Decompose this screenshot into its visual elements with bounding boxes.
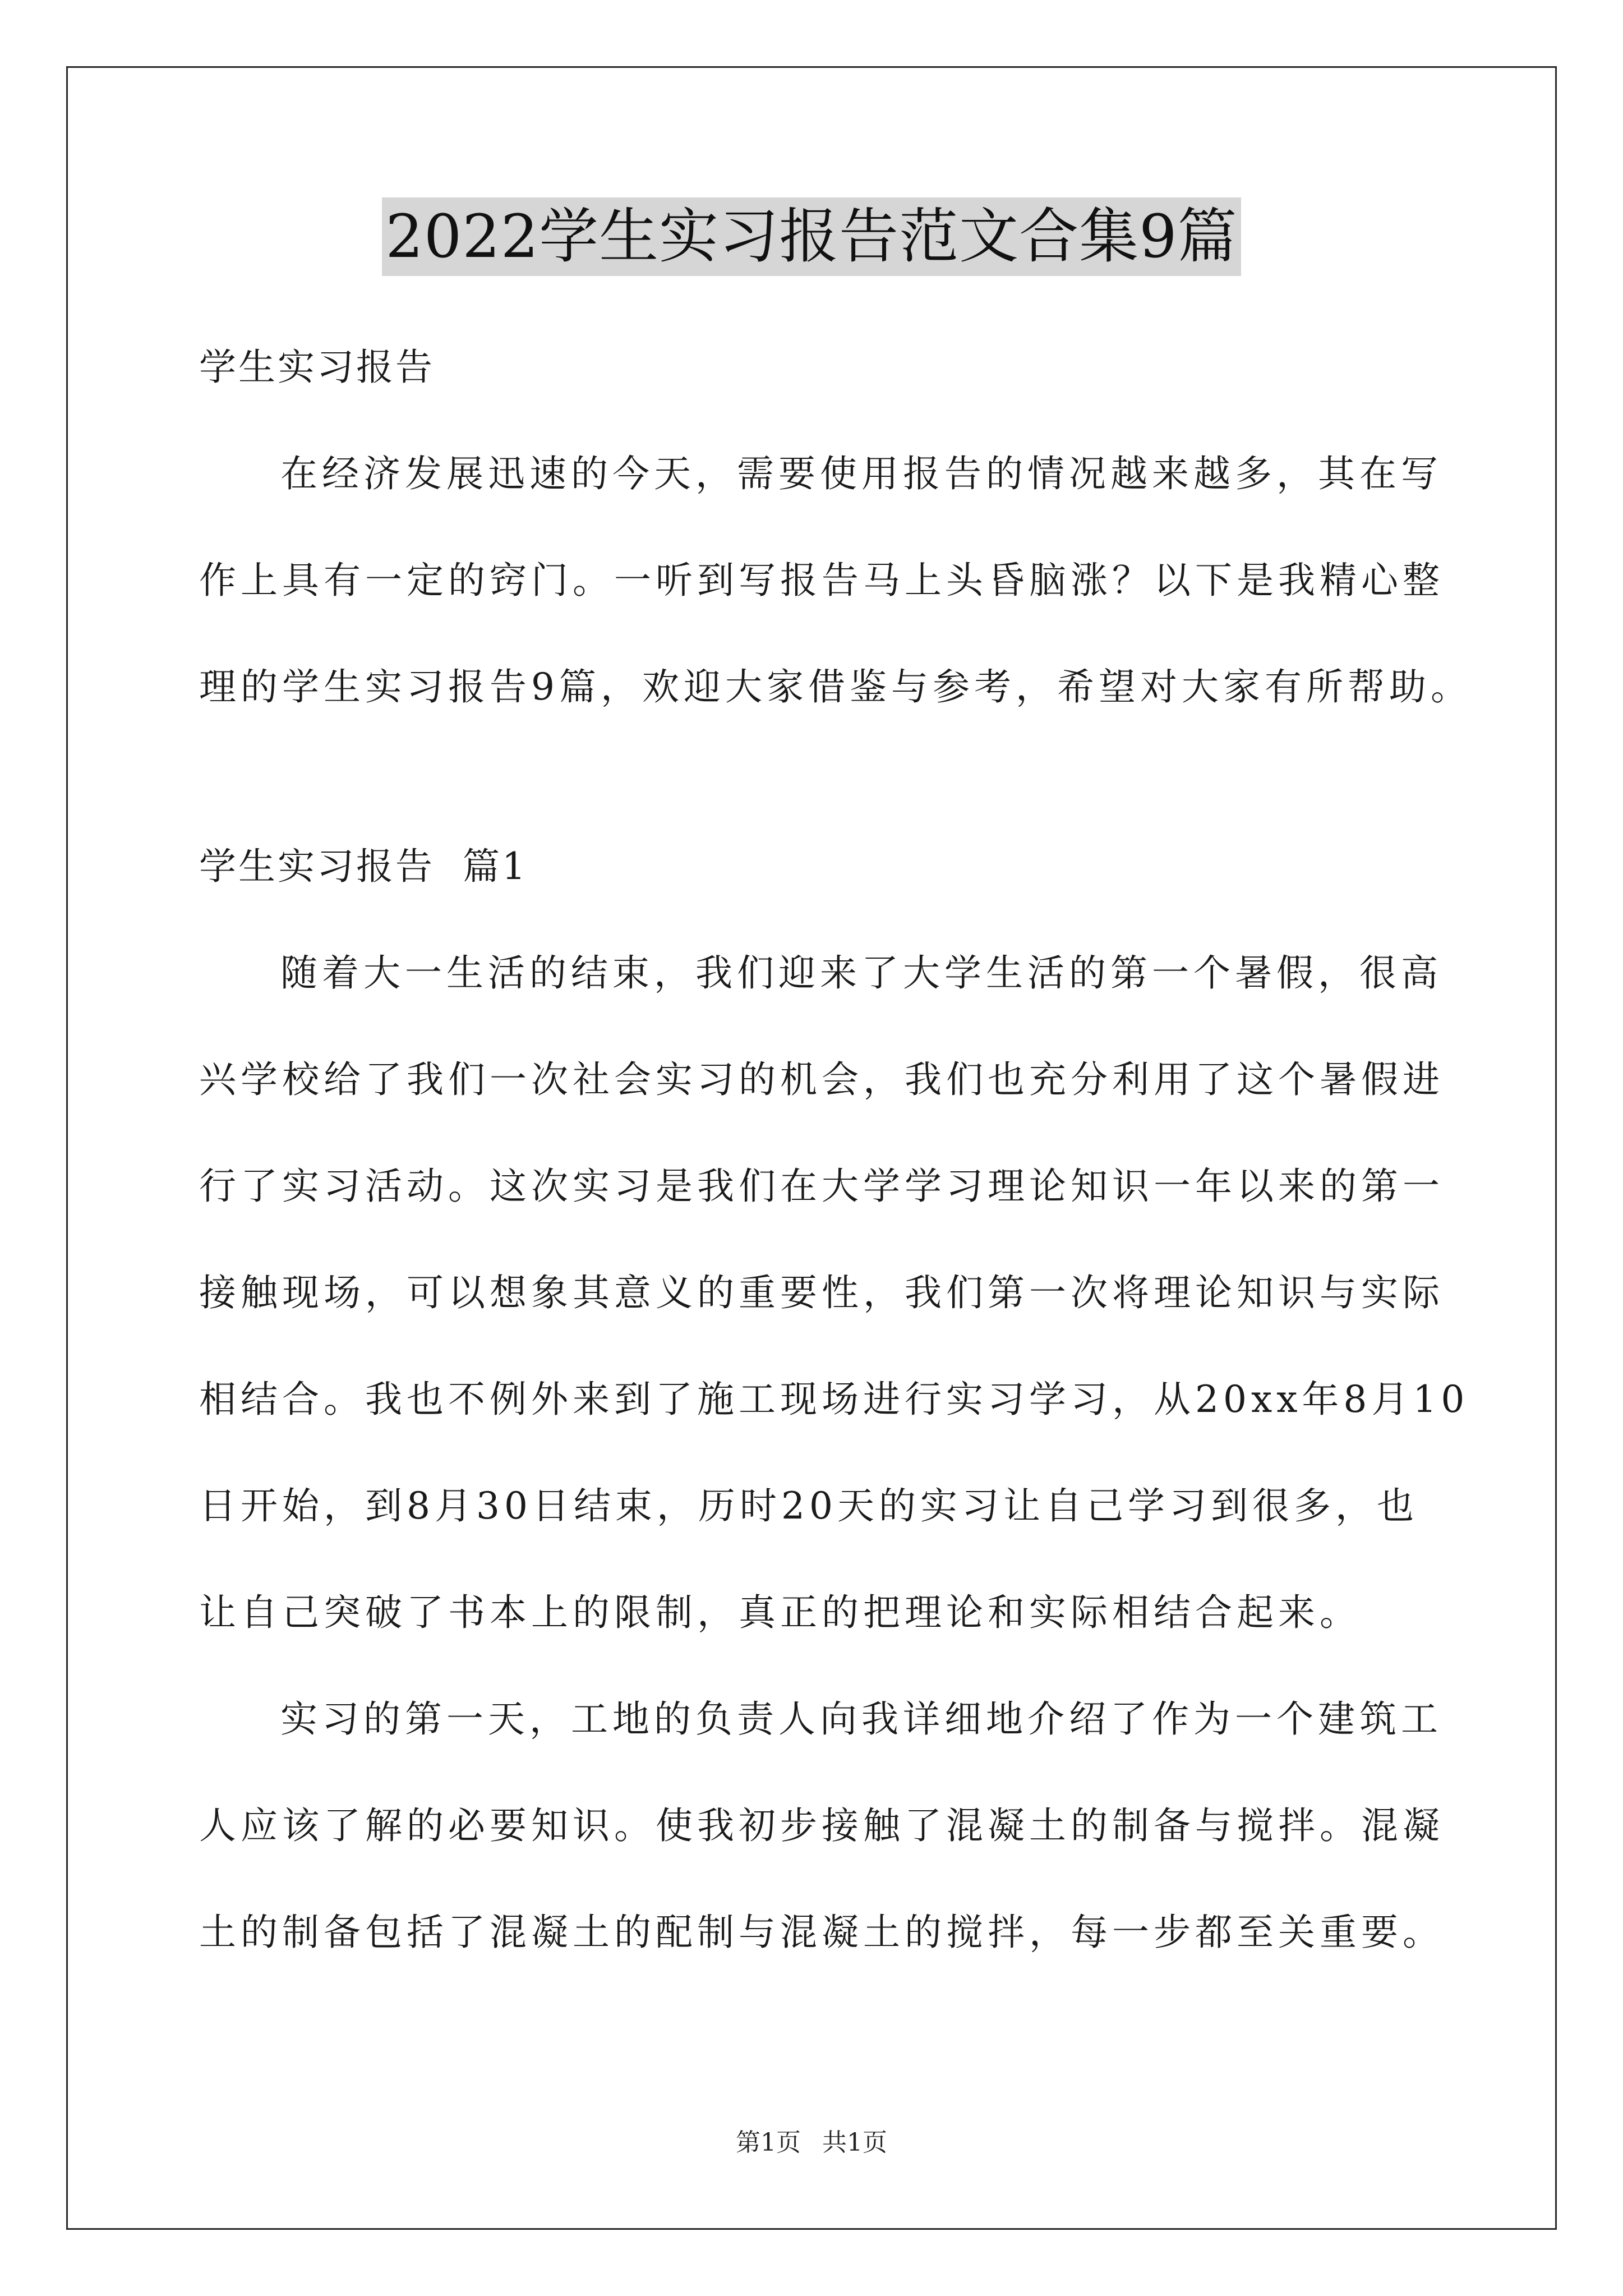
intro-line: 在经济发展迅速的今天，需要使用报告的情况越来越多，其在写 <box>280 452 1442 495</box>
paragraph-line: 接触现场，可以想象其意义的重要性，我们第一次将理论知识与实际 <box>199 1271 1444 1314</box>
document-title: 2022学生实习报告范文合集9篇 <box>382 197 1241 276</box>
intro-line: 理的学生实习报告9篇，欢迎大家借鉴与参考，希望对大家有所帮助。 <box>199 665 1472 708</box>
page-footer <box>0 2126 1623 2160</box>
page-number: 第1页 <box>736 2128 801 2157</box>
section-heading: 学生实习报告 <box>199 346 435 389</box>
paragraph-line: 日开始，到8月30日结束，历时20天的实习让自己学习到很多，也 <box>199 1484 1418 1527</box>
paragraph-line: 随着大一生活的结束，我们迎来了大学生活的第一个暑假，很高 <box>280 951 1442 995</box>
paragraph-1 <box>199 920 1469 1666</box>
title-container <box>0 197 1623 276</box>
document-body <box>199 314 1472 1986</box>
paragraph-line: 让自己突破了书本上的限制，真正的把理论和实际相结合起来。 <box>199 1591 1361 1634</box>
page-total: 共1页 <box>822 2128 887 2157</box>
paragraph-2 <box>199 1666 1444 1986</box>
intro-line: 作上具有一定的窍门。一听到写报告马上头昏脑涨？以下是我精心整 <box>199 559 1444 602</box>
paragraph-line: 兴学校给了我们一次社会实习的机会，我们也充分利用了这个暑假进 <box>199 1058 1444 1101</box>
paragraph-line: 土的制备包括了混凝土的配制与混凝土的搅拌，每一步都至关重要。 <box>199 1911 1444 1954</box>
intro-paragraph <box>199 421 1472 740</box>
part-heading: 学生实习报告 篇1 <box>199 845 528 888</box>
paragraph-line: 相结合。我也不例外来到了施工现场进行实习学习，从20xx年8月10 <box>199 1378 1469 1421</box>
paragraph-line: 人应该了解的必要知识。使我初步接触了混凝土的制备与搅拌。混凝 <box>199 1804 1444 1847</box>
paragraph-line: 行了实习活动。这次实习是我们在大学学习理论知识一年以来的第一 <box>199 1165 1444 1208</box>
spacer <box>199 740 1433 813</box>
paragraph-line: 实习的第一天，工地的负责人向我详细地介绍了作为一个建筑工 <box>280 1697 1442 1741</box>
